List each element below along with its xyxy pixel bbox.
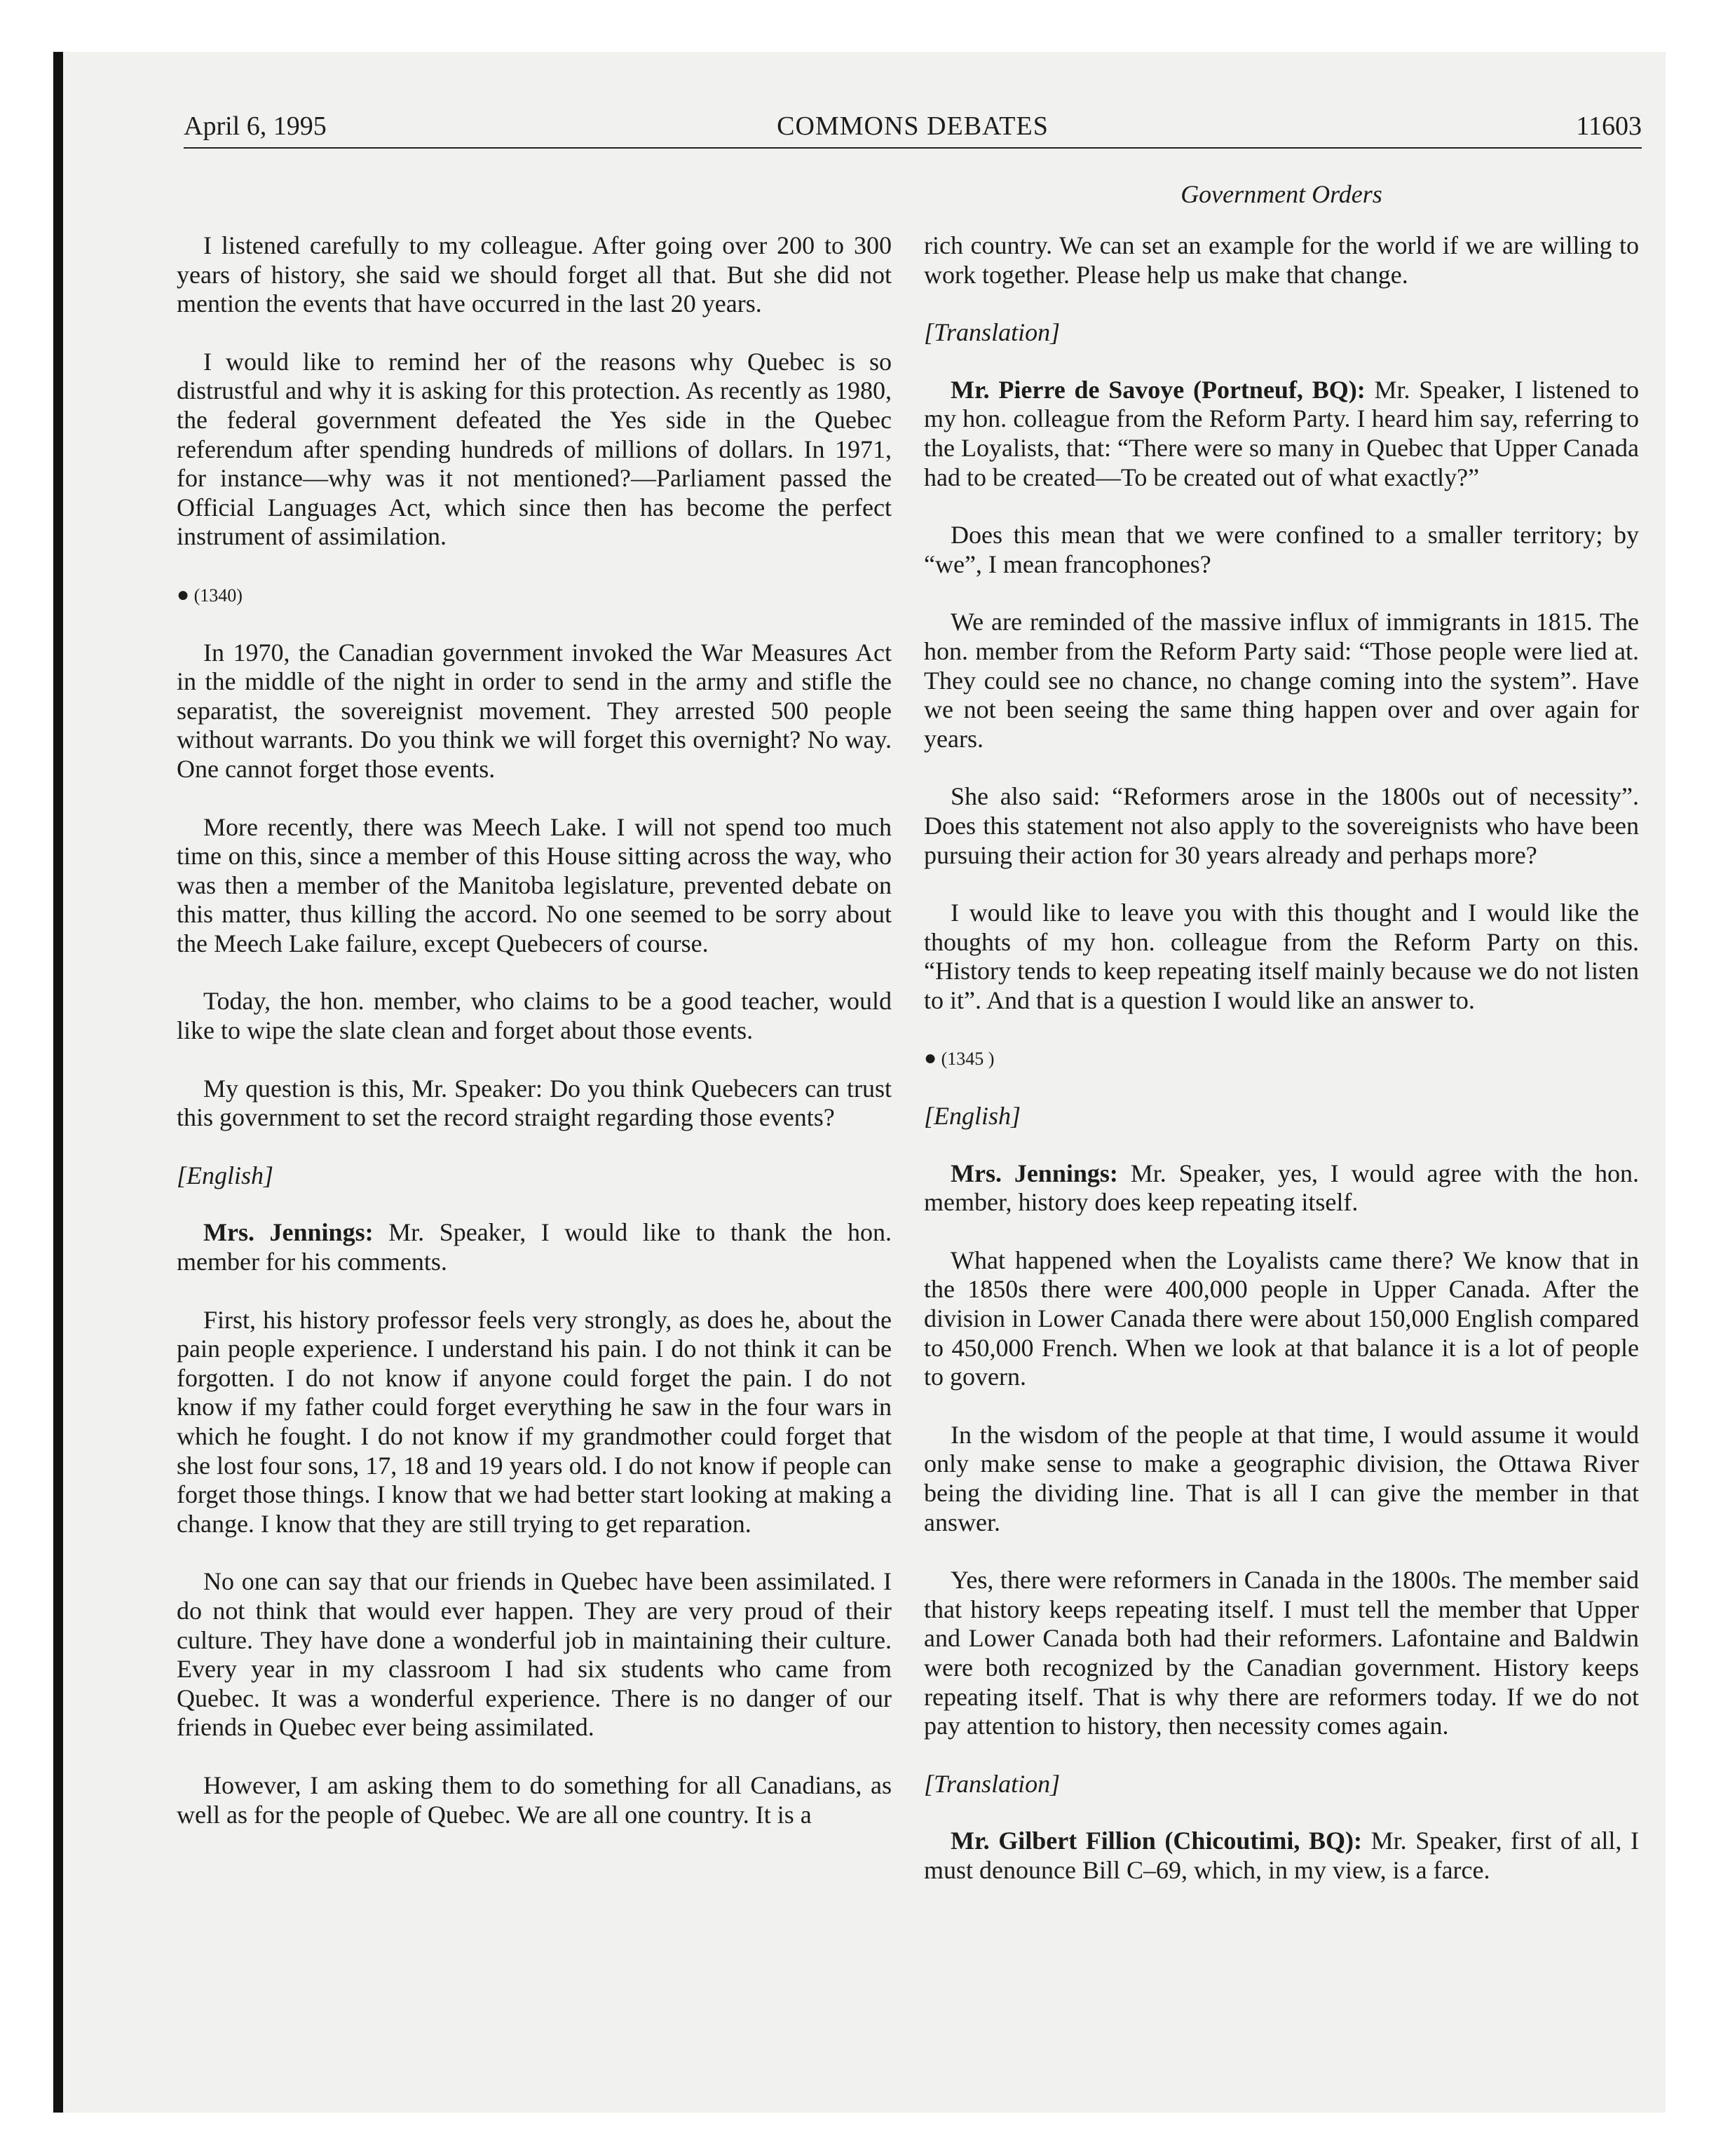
paragraph: Today, the hon. member, who claims to be a good teacher, would like to wipe the slate clean and forget about those events. xyxy=(177,987,892,1045)
speech-paragraph xyxy=(924,376,1639,492)
speaker-name: Mrs. Jennings: xyxy=(951,1159,1118,1187)
speech-paragraph xyxy=(924,1827,1639,1885)
paragraph: No one can say that our friends in Quebec have been assimilated. I do not think that would ever happen. They are very proud of their culture. They have done a wonderful job in maintaining their culture. Every year in my classroom I had six students who came from Quebec. It was a wonderful experience. There is no danger of our friends in Quebec ever being assimilated. xyxy=(177,1567,892,1742)
language-tag: [Translation] xyxy=(924,318,1061,347)
header-title: COMMONS DEBATES xyxy=(777,111,1049,141)
paragraph: I listened carefully to my colleague. After going over 200 to 300 years of history, she said we should forget all that. But she did not mention the events that have occurred in the last 20 years. xyxy=(177,231,892,318)
paragraph-continued: rich country. We can set an example for the world if we are willing to work together. Please help us make that change. xyxy=(924,231,1639,289)
paragraph: In 1970, the Canadian government invoked the War Measures Act in the middle of the night in order to send in the army and stifle the separatist, the sovereignist movement. They arrested 500 people without warrants. Do you think we will forget this overnight? No way. One cannot forget those events. xyxy=(177,638,892,783)
right-column xyxy=(924,231,1639,1914)
time-marker-label: (1345 ) xyxy=(941,1049,995,1070)
speaker-name: Mr. Gilbert Fillion (Chicoutimi, BQ): xyxy=(951,1827,1362,1855)
time-marker xyxy=(924,1044,1639,1074)
running-head: Government Orders xyxy=(1181,180,1382,208)
paragraph: Does this mean that we were confined to a smaller territory; by “we”, I mean francophones? xyxy=(924,521,1639,578)
scan-binding-edge xyxy=(53,52,63,2113)
page-header xyxy=(184,105,1642,144)
header-rule xyxy=(184,147,1642,149)
language-tag: [English] xyxy=(177,1161,274,1189)
paragraph: First, his history professor feels very strongly, as does he, about the pain people experience. I understand his pain. I do not think it can be forgotten. I do not know if anyone could forget the pain. I do not know if my father could forget everything he saw in the four wars in which he fought. I do not know if my grandmother could forget that she lost four sons, 17, 18 and 19 years old. I do not know if people can forget those things. I know that we had better start looking at making a change. I know that they are still trying to get reparation. xyxy=(177,1305,892,1538)
language-tag: [English] xyxy=(924,1102,1021,1131)
paragraph: She also said: “Reformers arose in the 1800s out of necessity”. Does this statement not also apply to the sovereignists who have been pursuing their action for 30 years already and perhaps more? xyxy=(924,782,1639,869)
header-date: April 6, 1995 xyxy=(184,111,327,141)
speech-text: Mr. Speaker, yes, I would agree with the hon. member, history does keep repeating itself. xyxy=(924,1159,1639,1217)
speaker-name: Mrs. Jennings: xyxy=(203,1218,374,1247)
speech-text: Mr. Speaker, I would like to thank the hon. member for his comments. xyxy=(177,1218,892,1276)
paragraph: I would like to leave you with this thought and I would like the thoughts of my hon. colleague from the Reform Party on this. “History tends to keep repeating itself mainly because we do not listen to it”. And that is a question I would like an answer to. xyxy=(924,899,1639,1014)
speech-text: Mr. Speaker, first of all, I must denounce Bill C–69, which, in my view, is a farce. xyxy=(924,1827,1640,1884)
paragraph: More recently, there was Meech Lake. I will not spend too much time on this, since a member of this House sitting across the way, who was then a member of the Manitoba legislature, prevented debate on this matter, thus killing the accord. No one seemed to be sorry about the Meech Lake failure, except Quebecers of course. xyxy=(177,812,892,957)
header-page-number: 11603 xyxy=(1576,111,1642,141)
paragraph: We are reminded of the massive influx of immigrants in 1815. The hon. member from the Reform Party said: “Those people were lied at. They could see no chance, no change coming into the system”. Have we not been seeing the same thing happen over and over again for years. xyxy=(924,608,1639,753)
speech-paragraph xyxy=(924,1159,1639,1217)
paragraph: My question is this, Mr. Speaker: Do you think Quebecers can trust this government to set the record straight regarding those events? xyxy=(177,1074,892,1132)
paragraph: Yes, there were reformers in Canada in the 1800s. The member said that history keeps repeating itself. I must tell the member that Upper and Lower Canada both had their reformers. Lafontaine and Baldwin were both recognized by the Canadian government. History keeps repeating itself. That is why there are reformers today. If we do not pay attention to history, then necessity comes again. xyxy=(924,1566,1639,1740)
speech-text: Mr. Speaker, I listened to my hon. colleague from the Reform Party. I heard him say, referring to the Loyalists, that: “There were so many in Quebec that Upper Canada had to be created—To be created out of what exactly?” xyxy=(924,375,1639,491)
speaker-name: Mr. Pierre de Savoye (Portneuf, BQ): xyxy=(951,375,1366,404)
paragraph: In the wisdom of the people at that time, I would assume it would only make sense to make a geographic division, the Ottawa River being the dividing line. That is all I can give the member in that answer. xyxy=(924,1420,1639,1536)
bullet-icon: ● xyxy=(924,1046,937,1070)
left-column xyxy=(177,231,892,1858)
language-tag: [Translation] xyxy=(924,1769,1061,1798)
time-marker-label: (1340) xyxy=(193,585,243,606)
paragraph: What happened when the Loyalists came there? We know that in the 1850s there were 400,000 people in Upper Canada. After the division in Lower Canada there were about 150,000 English compared to 450,000 French. When we look at that balance it is a lot of people to govern. xyxy=(924,1246,1639,1391)
paragraph: I would like to remind her of the reasons why Quebec is so distrustful and why it is asking for this protection. As recently as 1980, the federal government defeated the Yes side in the Quebec referendum after spending hundreds of millions of dollars. In 1971, for instance—why was it not mentioned?—Parliament passed the Official Languages Act, which since then has become the perfect instrument of assimilation. xyxy=(177,347,892,551)
paragraph: However, I am asking them to do something for all Canadians, as well as for the people of Quebec. We are all one country. It is a xyxy=(177,1770,892,1829)
speech-paragraph xyxy=(177,1218,892,1276)
time-marker xyxy=(177,580,892,610)
bullet-icon: ● xyxy=(177,582,190,606)
